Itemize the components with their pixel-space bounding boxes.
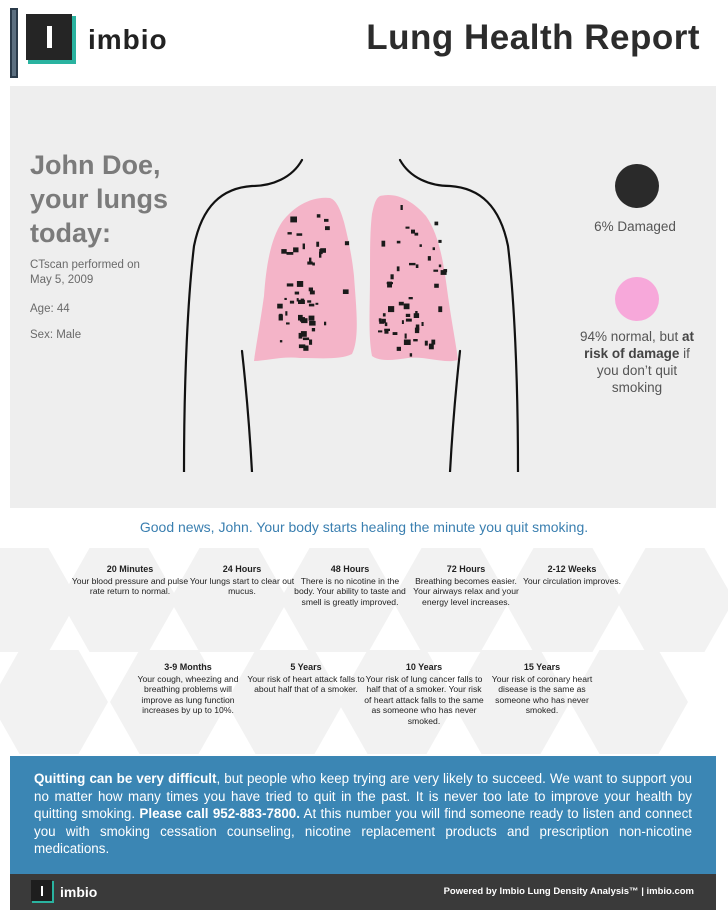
lesion-spot <box>290 217 297 223</box>
lesion-spot <box>287 252 294 255</box>
lesion-spot <box>312 328 315 331</box>
scan-date: CTscan performed on May 5, 2009 <box>30 259 140 286</box>
lesion-spot <box>285 311 287 315</box>
good-news-heading: Good news, John. Your body starts healing the minute you quit smoking. <box>139 519 589 535</box>
lesion-spot <box>397 266 400 271</box>
lesion-spot <box>406 227 410 229</box>
lesion-spot <box>402 320 404 324</box>
logo-text: imbio <box>88 24 168 55</box>
lesion-spot <box>301 331 307 337</box>
lesion-spot <box>303 338 309 341</box>
timeline-step: 24 Hours Your lungs start to clear out mucus. <box>189 564 295 596</box>
lesion-spot <box>388 306 394 312</box>
patient-greeting: John Doe, your lungs today: <box>30 150 169 248</box>
timeline-step: 2-12 Weeks Your circulation improves. <box>522 564 622 586</box>
hex-bg <box>616 548 728 652</box>
lesion-spot <box>438 240 441 243</box>
lesion-spot <box>414 313 419 318</box>
lesion-spot <box>401 205 403 210</box>
powered-by: Powered by Imbio Lung Density Analysis™ | imbio.com <box>443 886 694 897</box>
lesion-spot <box>404 304 410 310</box>
lesion-spot <box>298 300 305 304</box>
lesion-spot <box>319 252 321 258</box>
lesion-spot <box>438 306 442 312</box>
lesion-spot <box>399 302 404 306</box>
lesion-spot <box>406 319 412 322</box>
logo-mark-icon <box>28 16 76 64</box>
hex-bg <box>0 650 108 754</box>
lesion-spot <box>324 322 326 326</box>
lesion-spot <box>381 319 386 323</box>
lesion-spot <box>409 263 416 265</box>
lesion-spot <box>422 322 424 326</box>
timeline-step: 5 Years Your risk of heart attack falls to about half that of a smoker. <box>247 662 365 694</box>
header-accent-bar <box>10 8 18 78</box>
lesion-spot <box>309 316 315 321</box>
lesion-spot <box>434 284 439 288</box>
lesion-spot <box>293 247 298 252</box>
lesion-spot <box>297 281 303 287</box>
lesion-spot <box>382 241 386 247</box>
lesion-spot <box>309 321 316 326</box>
lesion-spot <box>307 262 312 265</box>
lesion-spot <box>384 329 390 331</box>
patient-age: Age: 44 <box>30 303 70 315</box>
timeline-step: 48 Hours There is no nicotine in the body. Your ability to taste and smell is greatly improved. <box>294 564 406 607</box>
lesion-spot <box>303 244 305 250</box>
lesion-spot <box>281 249 286 254</box>
patient-sex: Sex: Male <box>30 329 82 341</box>
lesion-spot <box>431 340 435 345</box>
lesion-spot <box>391 274 394 279</box>
lesion-spot <box>406 314 410 317</box>
lesion-spot <box>425 341 428 346</box>
normal-legend-dot <box>615 277 659 321</box>
support-message: Quitting can be very difficult, but people who keep trying are very likely to succeed. We want to support you no matter how many times you have tried to quit in the past. It is never too late to improve your health by quitting smoking. Please call 952-883-7800. At this number you will find someone ready to listen and connect you with smoking cessation counseling, nicotine replacement products and prescription non-nicotine medications. <box>10 756 716 874</box>
lesion-spot <box>379 318 382 321</box>
right-lung <box>370 195 459 361</box>
lung-diagram <box>182 156 522 472</box>
lesion-spot <box>343 289 349 294</box>
lesion-spot <box>277 304 283 309</box>
lesion-spot <box>404 340 411 346</box>
lesion-spot <box>443 269 447 272</box>
lesion-spot <box>416 264 419 268</box>
lesion-spot <box>428 256 431 261</box>
damaged-legend-dot <box>615 164 659 208</box>
lesion-spot <box>324 219 329 222</box>
lesion-spot <box>317 214 321 217</box>
lesion-spot <box>309 340 312 345</box>
lesion-spot <box>397 347 401 351</box>
report-header <box>0 0 728 86</box>
report-footer <box>10 874 716 910</box>
lesion-spot <box>405 334 407 339</box>
lesion-spot <box>433 270 438 272</box>
lesion-spot <box>284 298 286 300</box>
footer-logo: imbio <box>32 881 97 903</box>
lesion-spot <box>279 315 283 321</box>
lesion-spot <box>411 230 415 234</box>
normal-legend-label: 94% normal, but at risk of damage if you don’t quit smoking <box>579 329 695 395</box>
lesion-spot <box>378 330 382 332</box>
lesion-spot <box>316 303 319 305</box>
lesion-spot <box>295 292 299 295</box>
lesion-spot <box>433 247 435 250</box>
lesion-spot <box>413 339 418 341</box>
timeline-step: 72 Hours Breathing becomes easier. Your airways relax and your energy level increases. <box>413 564 519 607</box>
lesion-spot <box>439 265 441 268</box>
lesion-spot <box>393 332 398 335</box>
imbio-logo <box>28 16 168 64</box>
lesion-spot <box>410 353 412 356</box>
lesion-spot <box>290 301 294 304</box>
arm-line-left <box>242 351 252 472</box>
lesion-spot <box>303 346 308 351</box>
lesion-spot <box>383 313 386 316</box>
lesion-spot <box>435 222 439 226</box>
timeline-step: 10 Years Your risk of lung cancer falls to half that of a smoker. Your risk of heart attack falls to the same as someone who has never smoked. <box>364 662 484 726</box>
timeline-step: 20 Minutes Your blood pressure and pulse rate return to normal. <box>71 564 189 596</box>
lesion-spot <box>415 233 419 236</box>
lesion-spot <box>385 322 388 326</box>
lesion-spot <box>384 331 388 334</box>
lesion-spot <box>345 241 349 245</box>
lesion-spot <box>286 322 290 324</box>
timeline-step: 15 Years Your risk of coronary heart disease is the same as someone who has never smoked. <box>491 662 593 715</box>
healing-timeline <box>0 548 728 754</box>
lesion-spot <box>301 318 307 323</box>
report-title: Lung Health Report <box>366 18 700 57</box>
footer-logo-mark-icon <box>32 881 54 903</box>
lesion-spot <box>288 232 292 234</box>
lesion-spot <box>316 242 319 247</box>
arm-line-right <box>450 351 460 472</box>
lesion-spot <box>310 291 315 295</box>
lesion-spot <box>307 300 311 302</box>
lesion-spot <box>397 241 401 244</box>
lesion-spot <box>297 233 303 236</box>
lesion-spot <box>420 244 422 247</box>
lesion-spot <box>280 340 282 342</box>
lesion-spot <box>387 282 392 288</box>
lesion-spot <box>325 226 330 230</box>
lesion-spot <box>409 297 413 299</box>
lesion-spot <box>309 304 314 307</box>
damaged-legend-label: 6% Damaged <box>594 219 676 234</box>
lesion-spot <box>415 328 419 334</box>
lesion-spot <box>287 283 294 286</box>
lung-summary-panel <box>10 86 716 508</box>
timeline-step: 3-9 Months Your cough, wheezing and breathing problems will improve as lung function increases by up to 10%. <box>137 662 239 715</box>
